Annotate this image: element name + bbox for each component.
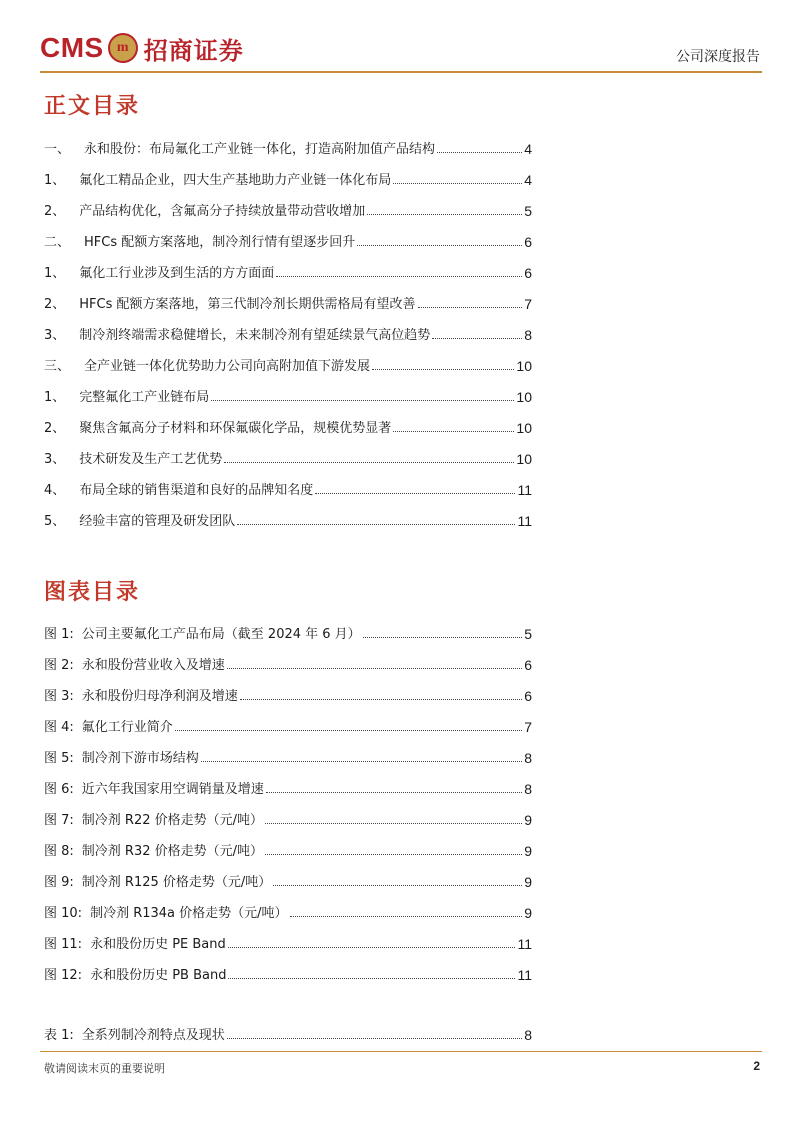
disclaimer-note: 敬请阅读末页的重要说明 — [44, 1062, 165, 1075]
figure-label: 图 8: — [44, 844, 74, 859]
toc-entry-text: 永和股份：布局氟化工产业链一体化，打造高附加值产品结构 — [84, 142, 436, 157]
figure-label: 图 12: — [44, 968, 83, 983]
figure-page: 9 — [524, 874, 532, 890]
figure-label: 图 6: — [44, 782, 74, 797]
toc-entry[interactable] — [44, 374, 532, 405]
figure-label: 图 7: — [44, 813, 74, 828]
figure-title: 制冷剂 R32 价格走势（元/吨） — [81, 844, 264, 859]
figure-label: 图 3: — [44, 689, 74, 704]
figure-entry[interactable] — [44, 766, 532, 797]
toc-entry[interactable] — [44, 312, 532, 343]
toc-entry-page: 10 — [516, 358, 532, 374]
figure-page: 7 — [524, 719, 532, 735]
toc-entry-page: 10 — [516, 420, 532, 436]
figure-entry[interactable] — [44, 611, 532, 642]
page-header — [0, 0, 802, 80]
figure-entry[interactable] — [44, 735, 532, 766]
table-entry[interactable] — [44, 1012, 532, 1043]
leader-dots — [228, 978, 515, 979]
leader-dots — [240, 699, 522, 700]
toc-entry-page: 6 — [524, 265, 532, 281]
figure-label: 图 5: — [44, 751, 74, 766]
leader-dots — [437, 152, 522, 153]
leader-dots — [393, 431, 514, 432]
leader-dots — [367, 214, 522, 215]
page-number: 2 — [753, 1059, 760, 1073]
toc-entry-page: 6 — [524, 234, 532, 250]
toc-entry-number: 4、 — [44, 483, 66, 498]
figure-page: 9 — [524, 905, 532, 921]
figure-toc-title: 图表目录 — [44, 579, 141, 605]
toc-entry-page: 11 — [517, 513, 532, 529]
toc-entry[interactable] — [44, 250, 532, 281]
toc-entry-number: 三、 — [44, 359, 71, 374]
figure-title: 永和股份历史 PE Band — [90, 937, 226, 952]
toc-entry[interactable] — [44, 498, 532, 529]
toc-entry[interactable] — [44, 188, 532, 219]
figure-page: 8 — [524, 750, 532, 766]
figure-entry[interactable] — [44, 673, 532, 704]
figure-title: 公司主要氟化工产品布局（截至 2024 年 6 月） — [81, 627, 361, 642]
report-type-label: 公司深度报告 — [676, 49, 760, 65]
toc-entry[interactable] — [44, 436, 532, 467]
leader-dots — [237, 524, 515, 525]
toc-entry-text: 氟化工精品企业，四大生产基地助力产业链一体化布局 — [79, 173, 392, 188]
leader-dots — [211, 400, 514, 401]
logo-company-name: 招商证券 — [143, 36, 244, 65]
figure-entry[interactable] — [44, 642, 532, 673]
toc-entry-text: HFCs 配额方案落地，第三代制冷剂长期供需格局有望改善 — [79, 297, 416, 312]
figure-label: 图 9: — [44, 875, 74, 890]
logo-cms-text: CMS — [40, 32, 104, 63]
toc-entry-text: 技术研发及生产工艺优势 — [79, 452, 223, 467]
toc-entry-page: 7 — [524, 296, 532, 312]
toc-entry[interactable] — [44, 405, 532, 436]
toc-entry[interactable] — [44, 219, 532, 250]
toc-entry-text: 产品结构优化，含氟高分子持续放量带动营收增加 — [79, 204, 366, 219]
figure-page: 8 — [524, 781, 532, 797]
figure-page: 6 — [524, 688, 532, 704]
table-toc-list — [44, 1012, 532, 1043]
figure-page: 9 — [524, 812, 532, 828]
toc-entry[interactable] — [44, 157, 532, 188]
figure-label: 图 1: — [44, 627, 74, 642]
figure-page: 5 — [524, 626, 532, 642]
figure-title: 制冷剂 R22 价格走势（元/吨） — [81, 813, 264, 828]
figure-title: 永和股份历史 PB Band — [90, 968, 227, 983]
leader-dots — [363, 637, 523, 638]
toc-entry-number: 1、 — [44, 266, 66, 281]
toc-entry-text: 经验丰富的管理及研发团队 — [79, 514, 236, 529]
toc-entry-page: 4 — [524, 141, 532, 157]
leader-dots — [201, 761, 522, 762]
toc-entry-number: 3、 — [44, 452, 66, 467]
logo-emblem-icon: m — [108, 33, 138, 63]
figure-entry[interactable] — [44, 890, 532, 921]
figure-label: 图 10: — [44, 906, 83, 921]
figure-entry[interactable] — [44, 859, 532, 890]
leader-dots — [175, 730, 522, 731]
toc-entry[interactable] — [44, 343, 532, 374]
toc-entry-text: HFCs 配额方案落地，制冷剂行情有望逐步回升 — [84, 235, 356, 250]
figure-entry[interactable] — [44, 704, 532, 735]
footer-divider — [40, 1051, 762, 1052]
toc-entry-number: 一、 — [44, 142, 71, 157]
header-divider — [40, 71, 762, 73]
toc-entry[interactable] — [44, 126, 532, 157]
leader-dots — [273, 885, 522, 886]
figure-entry[interactable] — [44, 921, 532, 952]
figure-title: 近六年我国家用空调销量及增速 — [81, 782, 264, 797]
main-toc-title: 正文目录 — [44, 93, 141, 119]
figure-page: 9 — [524, 843, 532, 859]
toc-entry-text: 制冷剂终端需求稳健增长，未来制冷剂有望延续景气高位趋势 — [79, 328, 431, 343]
toc-entry-number: 1、 — [44, 173, 66, 188]
main-toc-list — [44, 126, 532, 529]
toc-entry-text: 氟化工行业涉及到生活的方方面面 — [79, 266, 275, 281]
leader-dots — [393, 183, 522, 184]
toc-entry-number: 3、 — [44, 328, 66, 343]
toc-entry-page: 4 — [524, 172, 532, 188]
figure-page: 11 — [517, 967, 532, 983]
table-title: 全系列制冷剂特点及现状 — [81, 1028, 225, 1043]
toc-entry-number: 5、 — [44, 514, 66, 529]
leader-dots — [227, 1038, 522, 1039]
toc-entry-text: 布局全球的销售渠道和良好的品牌知名度 — [79, 483, 314, 498]
leader-dots — [224, 462, 514, 463]
leader-dots — [266, 792, 522, 793]
toc-entry-number: 2、 — [44, 204, 66, 219]
toc-entry-number: 2、 — [44, 421, 66, 436]
toc-entry[interactable] — [44, 281, 532, 312]
toc-entry-number: 2、 — [44, 297, 66, 312]
leader-dots — [265, 854, 522, 855]
toc-entry-page: 11 — [517, 482, 532, 498]
toc-entry-page: 10 — [516, 389, 532, 405]
figure-label: 图 4: — [44, 720, 74, 735]
figure-toc-list — [44, 611, 532, 983]
figure-page: 11 — [517, 936, 532, 952]
leader-dots — [432, 338, 522, 339]
figure-title: 氟化工行业简介 — [81, 720, 173, 735]
leader-dots — [357, 245, 522, 246]
cms-logo — [40, 28, 244, 68]
figure-title: 制冷剂 R125 价格走势（元/吨） — [81, 875, 272, 890]
figure-title: 制冷剂下游市场结构 — [81, 751, 199, 766]
figure-label: 图 11: — [44, 937, 83, 952]
leader-dots — [228, 947, 516, 948]
leader-dots — [372, 369, 514, 370]
toc-entry-page: 5 — [524, 203, 532, 219]
toc-entry-number: 二、 — [44, 235, 71, 250]
figure-title: 永和股份归母净利润及增速 — [81, 689, 238, 704]
toc-entry-page: 8 — [524, 327, 532, 343]
toc-entry-text: 聚焦含氟高分子材料和环保氟碳化学品，规模优势显著 — [79, 421, 392, 436]
toc-entry-text: 全产业链一体化优势助力公司向高附加值下游发展 — [84, 359, 371, 374]
leader-dots — [227, 668, 522, 669]
toc-entry[interactable] — [44, 467, 532, 498]
figure-entry[interactable] — [44, 828, 532, 859]
toc-entry-text: 完整氟化工产业链布局 — [79, 390, 210, 405]
leader-dots — [315, 493, 515, 494]
figure-page: 6 — [524, 657, 532, 673]
figure-label: 图 2: — [44, 658, 74, 673]
toc-entry-page: 10 — [516, 451, 532, 467]
table-page: 8 — [524, 1027, 532, 1043]
leader-dots — [276, 276, 522, 277]
figure-title: 永和股份营业收入及增速 — [81, 658, 225, 673]
toc-entry-number: 1、 — [44, 390, 66, 405]
leader-dots — [418, 307, 523, 308]
leader-dots — [290, 916, 523, 917]
table-label: 表 1: — [44, 1028, 74, 1043]
leader-dots — [265, 823, 522, 824]
figure-title: 制冷剂 R134a 价格走势（元/吨） — [90, 906, 288, 921]
figure-entry[interactable] — [44, 952, 532, 983]
figure-entry[interactable] — [44, 797, 532, 828]
